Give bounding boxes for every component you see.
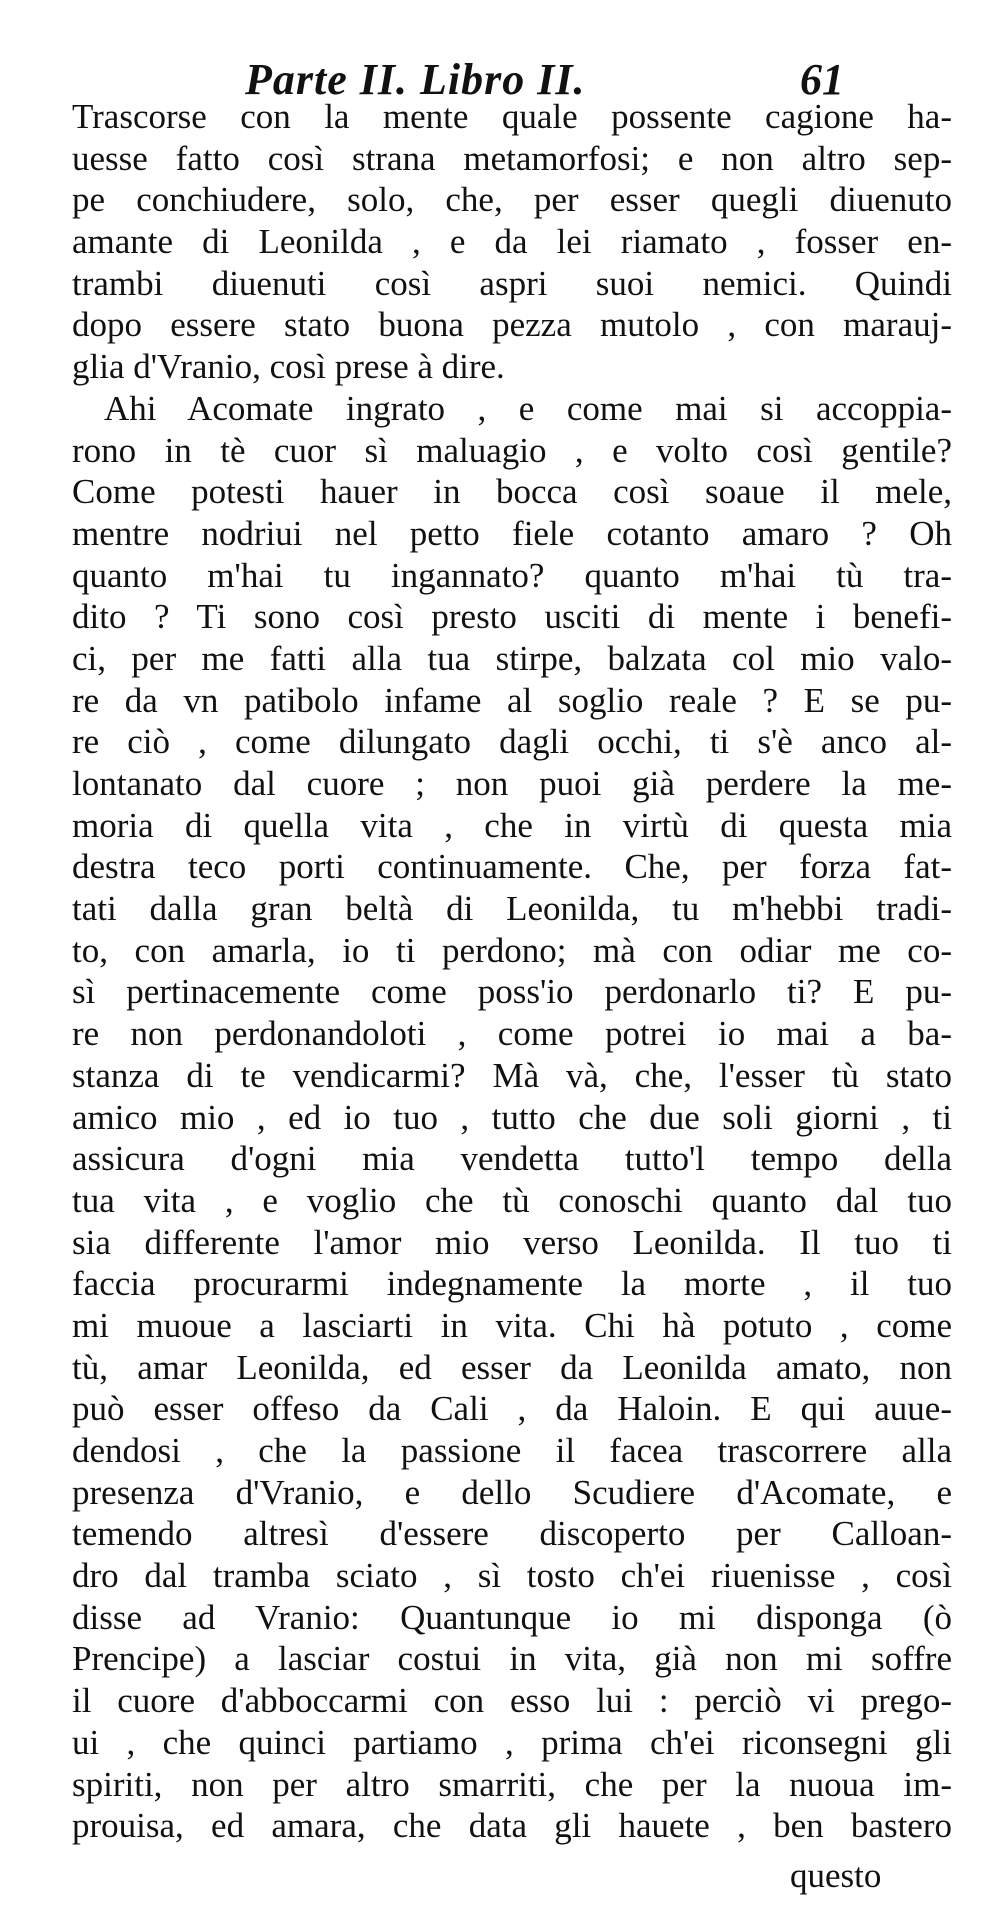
text-line: faccia procurarmi indegnamente la morte , il tuo <box>72 1264 952 1304</box>
text-line: Ahi Acomate ingrato , e come mai si accoppia- <box>104 388 952 428</box>
text-line: presenza d'Vranio, e dello Scudiere d'Acomate, e <box>72 1472 952 1512</box>
text-line: rono in tè cuor sì maluagio , e volto così gentile? <box>72 430 952 470</box>
text-line: destra teco porti continuamente. Che, per forza fat- <box>72 847 952 887</box>
text-line: spiriti, non per altro smarriti, che per la nuoua im- <box>72 1764 952 1804</box>
text-line: Come potesti hauer in bocca così soaue il mele, <box>72 472 952 512</box>
text-line: lontanato dal cuore ; non puoi già perdere la me- <box>72 764 952 803</box>
text-line: re non perdonandoloti , come potrei io mai a ba- <box>72 1014 952 1054</box>
text-line: tù, amar Leonilda, ed esser da Leonilda amato, non <box>72 1347 952 1387</box>
text-line: quanto m'hai tu ingannato? quanto m'hai tù tra- <box>72 555 952 595</box>
text-line: il cuore d'abboccarmi con esso lui : perciò vi prego- <box>72 1681 952 1721</box>
text-line: tati dalla gran beltà di Leonilda, tu m'hebbi tradi- <box>72 889 952 929</box>
text-line: stanza di te vendicarmi? Mà và, che, l'esser tù stato <box>72 1055 952 1095</box>
catchword: questo <box>790 1856 882 1895</box>
text-line: moria di quella vita , che in virtù di questa mia <box>72 805 952 845</box>
text-line: uesse fatto così strana metamorfosi; e non altro sep- <box>72 138 952 178</box>
page-number: 61 <box>800 55 844 104</box>
text-line: to, con amarla, io ti perdono; mà con odiar me co- <box>72 930 952 970</box>
text-line: mi muoue a lasciarti in vita. Chi hà potuto , come <box>72 1305 952 1345</box>
text-line: re ciò , come dilungato dagli occhi, ti s'è anco al- <box>72 722 952 762</box>
body-text <box>72 96 952 1847</box>
text-line: tua vita , e voglio che tù conoschi quanto dal tuo <box>72 1180 952 1220</box>
text-line: glia d'Vranio, così prese à dire. <box>72 347 505 387</box>
running-title: Parte II. Libro II. <box>245 55 586 104</box>
text-line: Trascorse con la mente quale possente cagione ha- <box>72 97 952 136</box>
text-line: amante di Leonilda , e da lei riamato , fosser en- <box>72 222 952 262</box>
text-line: dopo essere stato buona pezza mutolo , con marauj- <box>72 305 952 345</box>
text-line: sì pertinacemente come poss'io perdonarlo ti? E pu- <box>72 972 952 1012</box>
text-line: trambi diuenuti così aspri suoi nemici. Quindi <box>72 263 952 303</box>
text-line: dendosi , che la passione il facea trascorrere alla <box>72 1431 952 1470</box>
text-line: assicura d'ogni mia vendetta tutto'l tempo della <box>72 1139 952 1179</box>
text-line: pe conchiudere, solo, che, per esser quegli diuenuto <box>72 180 952 220</box>
text-line: amico mio , ed io tuo , tutto che due soli giorni , ti <box>72 1097 952 1137</box>
text-line: re da vn patibolo infame al soglio reale ? E se pu- <box>72 680 952 720</box>
text-line: sia differente l'amor mio verso Leonilda. Il tuo ti <box>72 1222 952 1262</box>
text-line: disse ad Vranio: Quantunque io mi disponga (ò <box>72 1597 952 1637</box>
text-line: mentre nodriui nel petto fiele cotanto amaro ? Oh <box>72 513 952 553</box>
text-line: può esser offeso da Cali , da Haloin. E qui auue- <box>72 1389 952 1429</box>
text-line: dro dal tramba sciato , sì tosto ch'ei riuenisse , così <box>72 1556 952 1596</box>
text-line: temendo altresì d'essere discoperto per Calloan- <box>72 1514 952 1554</box>
text-line: dito ? Ti sono così presto usciti di mente i benefi- <box>72 597 952 637</box>
text-line: Prencipe) a lasciar costui in vita, già non mi soffre <box>72 1639 952 1679</box>
text-line: ci, per me fatti alla tua stirpe, balzata col mio valo- <box>72 638 952 678</box>
text-line: ui , che quinci partiamo , prima ch'ei riconsegni gli <box>72 1722 952 1762</box>
text-line: prouisa, ed amara, che data gli hauete , ben bastero <box>72 1806 952 1846</box>
